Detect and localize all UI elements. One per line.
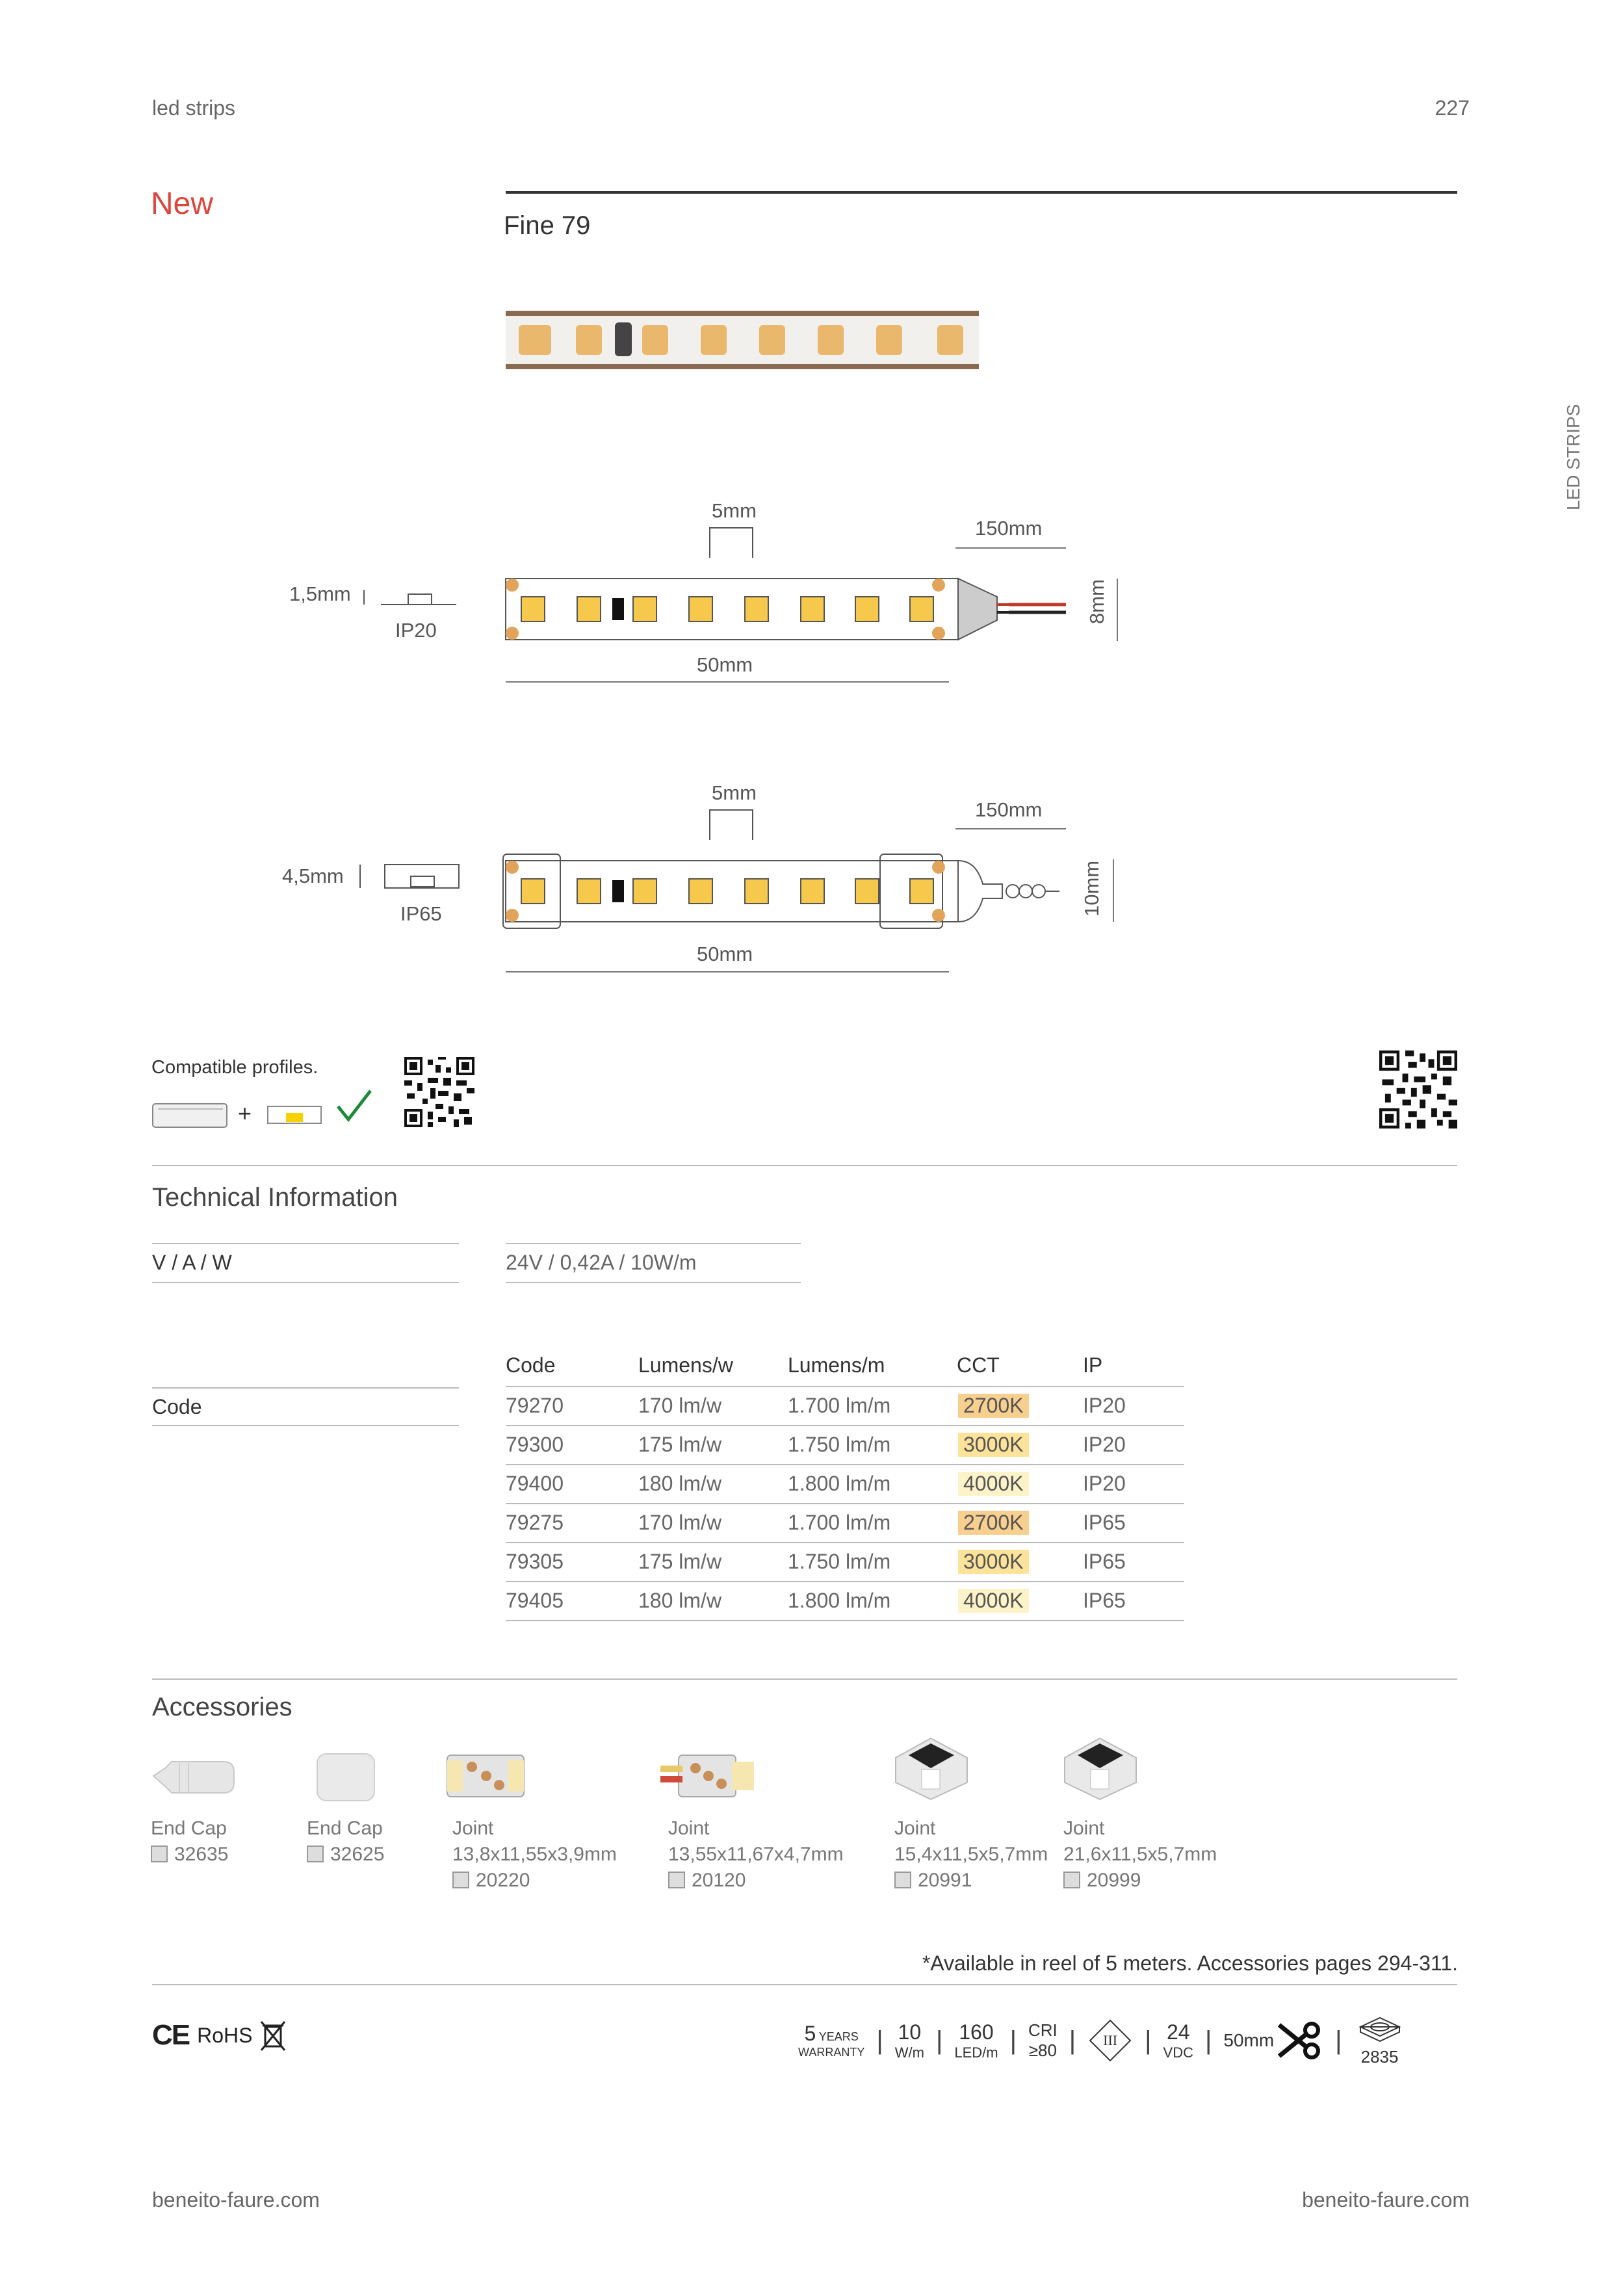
separator: |: [1335, 2026, 1342, 2055]
ip65-strip-drawing: [502, 852, 1061, 936]
cell-code: 79270: [506, 1394, 564, 1417]
table-row: [506, 1503, 1184, 1542]
cell-lumens-m: 1.750 lm/m: [788, 1550, 891, 1573]
checkbox-icon[interactable]: [151, 1846, 168, 1862]
led-strip-photo: [506, 307, 979, 372]
end-cap-image-2: [315, 1751, 377, 1803]
cell-cct: 3000K: [958, 1433, 1029, 1457]
cell-ip: IP20: [1083, 1394, 1126, 1417]
table-row: [506, 1464, 1184, 1503]
technical-title: Technical Information: [152, 1183, 398, 1212]
acc-code: 32635: [174, 1844, 229, 1865]
ip65-length-line: [506, 971, 949, 972]
acc-name: End Cap: [307, 1818, 383, 1839]
new-badge: New: [151, 187, 214, 221]
joint-image-20991: [889, 1732, 974, 1803]
cell-code: 79275: [506, 1511, 564, 1534]
cell-lumens-m: 1.700 lm/m: [788, 1394, 891, 1417]
qr-code-icon-right[interactable]: [1379, 1050, 1457, 1128]
ip20-profile-icon: [361, 584, 459, 610]
acc-code: 20120: [692, 1870, 746, 1891]
title-rule: [506, 191, 1457, 194]
acc-item: [452, 1818, 617, 1892]
separator: |: [1009, 2026, 1017, 2055]
cell-cct: 4000K: [958, 1589, 1029, 1613]
vaw-top-rule: [152, 1243, 459, 1244]
ip65-width-line: [1113, 859, 1114, 922]
joint-image-20120: [659, 1750, 755, 1802]
cri-spec: CRI ≥80: [1028, 2020, 1058, 2060]
section-divider-3: [152, 1984, 1457, 1985]
cell-ip: IP65: [1083, 1511, 1126, 1534]
separator: |: [876, 2026, 883, 2055]
acc-item: [1063, 1818, 1217, 1892]
certifications: [152, 2019, 286, 2052]
ip20-height: 1,5mm: [289, 582, 351, 605]
acc-item: [307, 1818, 384, 1866]
cell-code: 79305: [506, 1550, 564, 1573]
cut-spec: 50mm: [1223, 2021, 1323, 2060]
vaw-value: 24V / 0,42A / 10W/m: [506, 1251, 697, 1274]
led-chip-icon: [1354, 2014, 1406, 2044]
joint-image-20999: [1058, 1732, 1143, 1803]
header-section: led strips: [152, 96, 236, 120]
table-row: [506, 1425, 1184, 1464]
ip65-width: 10mm: [1080, 860, 1103, 917]
ce-mark: CE: [152, 2019, 190, 2051]
plus-sign: +: [238, 1100, 252, 1127]
table-row: [506, 1542, 1184, 1581]
separator: |: [935, 2026, 943, 2055]
cell-lumens-w: 180 lm/w: [638, 1589, 722, 1612]
check-icon: [334, 1087, 373, 1126]
table-row: [506, 1581, 1184, 1621]
acc-name: End Cap: [151, 1818, 227, 1839]
vaw-label: V / A / W: [152, 1251, 232, 1274]
footer-left-link[interactable]: beneito-faure.com: [152, 2188, 320, 2211]
cell-lumens-m: 1.800 lm/m: [788, 1589, 891, 1612]
spec-table: [506, 1352, 1184, 1621]
power-spec: 10 W/m: [894, 2020, 924, 2061]
section-divider-2: [152, 1678, 1457, 1680]
ip20-width-line: [1117, 579, 1118, 641]
table-row: [506, 1386, 1184, 1425]
acc-name: Joint: [894, 1818, 936, 1839]
rohs-mark: RoHS: [197, 2023, 253, 2047]
cell-ip: IP65: [1083, 1550, 1126, 1573]
cell-lumens-m: 1.750 lm/m: [788, 1433, 891, 1456]
col-header-lumens-m: Lumens/m: [788, 1353, 885, 1377]
code-top-rule: [152, 1387, 459, 1389]
acc-name: Joint: [452, 1818, 494, 1839]
page-number: 227: [1435, 96, 1470, 120]
ip20-cable-line: [955, 547, 1066, 549]
separator: |: [1145, 2026, 1152, 2055]
cell-lumens-w: 170 lm/w: [638, 1394, 722, 1417]
ip20-cable: 150mm: [975, 517, 1043, 540]
led-density-spec: 160 LED/m: [954, 2020, 998, 2061]
acc-item: [668, 1818, 844, 1892]
product-title: Fine 79: [504, 211, 591, 240]
ip65-cable-line: [955, 828, 1066, 829]
ip65-label: IP65: [400, 902, 442, 925]
ip20-label: IP20: [395, 619, 437, 642]
cell-ip: IP20: [1083, 1472, 1126, 1495]
checkbox-icon[interactable]: [1063, 1872, 1080, 1888]
cell-lumens-m: 1.800 lm/m: [788, 1472, 891, 1495]
strip-profile-icon: [266, 1105, 322, 1125]
joint-image-20220: [446, 1750, 526, 1802]
acc-name: Joint: [668, 1818, 710, 1839]
cell-ip: IP65: [1083, 1589, 1126, 1612]
acc-item: [894, 1818, 1048, 1892]
ip65-pitch-bracket: [708, 809, 754, 841]
weee-bin-icon: [260, 2019, 286, 2052]
col-header-lumens-w: Lumens/w: [638, 1353, 733, 1377]
section-divider-1: [152, 1165, 1457, 1166]
checkbox-icon[interactable]: [452, 1872, 469, 1888]
acc-code: 20220: [476, 1870, 530, 1891]
checkbox-icon[interactable]: [894, 1872, 911, 1888]
ip20-pitch: 5mm: [712, 499, 757, 522]
cell-lumens-m: 1.700 lm/m: [788, 1511, 891, 1534]
col-header-code: Code: [506, 1353, 556, 1377]
acc-size: 21,6x11,5x5,7mm: [1063, 1844, 1217, 1865]
cell-lumens-w: 170 lm/w: [638, 1511, 722, 1534]
ip20-length: 50mm: [697, 653, 753, 676]
ip65-pitch: 5mm: [712, 781, 757, 804]
cell-cct: 3000K: [958, 1550, 1029, 1574]
side-label: LED STRIPS: [1563, 404, 1583, 510]
ip65-cable: 150mm: [975, 798, 1043, 821]
end-cap-image: [152, 1750, 237, 1802]
acc-code: 20999: [1087, 1870, 1141, 1891]
cell-lumens-w: 175 lm/w: [638, 1550, 722, 1573]
ip65-profile-icon: [357, 862, 461, 891]
code-bottom-rule: [152, 1425, 459, 1426]
acc-name: Joint: [1063, 1818, 1105, 1839]
compatible-label: Compatible profiles.: [151, 1057, 318, 1078]
cell-code: 79405: [506, 1589, 564, 1612]
col-header-cct: CCT: [957, 1353, 1000, 1377]
separator: |: [1069, 2026, 1076, 2055]
footer-right-link[interactable]: beneito-faure.com: [1302, 2188, 1470, 2211]
ip65-height: 4,5mm: [282, 865, 344, 887]
availability-note: *Available in reel of 5 meters. Accessories pages 294-311.: [922, 1951, 1458, 1975]
cell-cct: 2700K: [958, 1511, 1029, 1535]
voltage-spec: 24 VDC: [1163, 2020, 1193, 2061]
cell-lumens-w: 180 lm/w: [638, 1472, 722, 1495]
ip65-length: 50mm: [697, 943, 753, 965]
vaw-value-bottom-rule: [506, 1282, 801, 1283]
cell-code: 79300: [506, 1433, 564, 1456]
scissors-icon: [1278, 2021, 1323, 2060]
ip20-pitch-bracket: [708, 527, 754, 559]
class-iii-icon: III: [1087, 2018, 1133, 2063]
ip20-strip-drawing: [502, 572, 1009, 650]
col-header-ip: IP: [1083, 1353, 1103, 1377]
acc-size: 15,4x11,5x5,7mm: [894, 1844, 1048, 1865]
warranty-spec: 5 YEARS WARRANTY: [798, 2022, 865, 2059]
checkbox-icon[interactable]: [668, 1872, 685, 1888]
acc-size: 13,55x11,67x4,7mm: [668, 1844, 844, 1865]
code-label: Code: [152, 1395, 202, 1418]
cell-cct: 4000K: [958, 1472, 1029, 1496]
ip20-length-line: [506, 681, 949, 683]
acc-size: 13,8x11,55x3,9mm: [452, 1844, 617, 1865]
acc-code: 32625: [330, 1844, 385, 1865]
profile-icon: [151, 1099, 229, 1131]
cell-code: 79400: [506, 1472, 564, 1495]
cell-cct: 2700K: [958, 1394, 1029, 1418]
separator: |: [1204, 2026, 1212, 2055]
vaw-value-top-rule: [506, 1243, 801, 1244]
cell-lumens-w: 175 lm/w: [638, 1433, 722, 1456]
chip-spec: 2835: [1354, 2014, 1406, 2067]
spec-icons-bar: [798, 2011, 1406, 2070]
acc-item: [151, 1818, 228, 1866]
accessories-title: Accessories: [152, 1693, 292, 1721]
acc-code: 20991: [918, 1870, 972, 1891]
cell-ip: IP20: [1083, 1433, 1126, 1456]
checkbox-icon[interactable]: [307, 1846, 324, 1862]
qr-code-icon[interactable]: [404, 1057, 474, 1127]
ip20-width: 8mm: [1085, 579, 1108, 624]
ip20-wires: [1009, 598, 1067, 618]
vaw-bottom-rule: [152, 1282, 459, 1283]
